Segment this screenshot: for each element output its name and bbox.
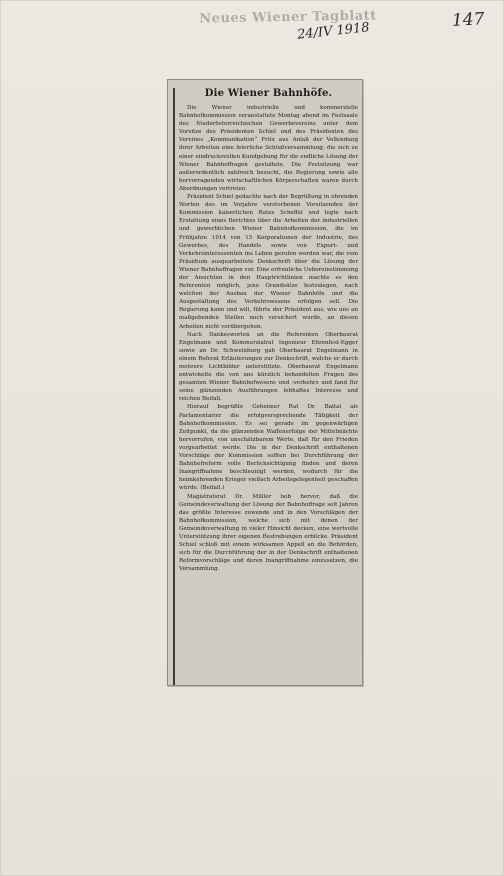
handwritten-date: 24/IV 1918: [296, 20, 371, 43]
article-paragraph: Magistratsrat Dr. Müller hob hervor, daß die Gemeindeverwaltung der Lösung der Bahnhoffrage seit Jahren das größte Interesse zuwende und in den Vorschlägen der Bahnhofkommission, welche sich mit denen der Gemeindeverwaltung in vieler Hinsicht decken, eine wertvolle Unterstützung ihrer eigenen Bestrebungen erblicke. Präsident Schiel schloß mit einem wirksamen Appell an die Behörden, sich für die Durchführung der in der Denkschrift enthaltenen Reformvorschläge und deren Inangriffnahme einzusetzen, die Versammlung.: [179, 493, 358, 573]
newspaper-name-stamp: Neues Wiener Tagblatt: [199, 8, 377, 27]
article-paragraph: Nach Dankesworten an die Referenten Oberbaurat Engelmann und Kommerzialrat Ingenieur Ehrenfest-Egger sowie an Dr. Schweinburg gab Oberbaurat Engelmann in einem Referat Erläuterungen zur Denkschrift, welche er durch mehrere Lichtbilder unterstützte. Oberbaurat Engelmann entwickelte die von uns kürzlich behandelten Fragen des gesamten Wiener Bahnhofwesens und -verkehrs und fand für seine glänzenden Ausführungen lebhaftes Interesse und reichen Beifall.: [179, 331, 358, 403]
article-paragraph: Präsident Schiel gedachte nach der Begrüßung in ehrenden Worten des im Vorjahre verstorbenen Vorsitzenden der Kommission kaiserlichen Rates Scheffel und legte nach Erstattung eines Berichtes über die Arbeiten der industriellen und gewerblichen Wiener Bahnhofkommission, die im Frühjahre 1914 von 15 Korporationen der Industrie, des Gewerbes, des Handels sowie von Export- und Verkehrsinteressenten ins Leben gerufen worden war, die vom Präsidium ausgearbeitete Denkschrift über die Lösung der Wiener Bahnhoffragen vor. Eine erfreuliche Uebereinstimmung der Ansichten in den Hauptrichtlinien machte es den Referenten möglich, jene Grundsätze festzulegen, nach welchen der Ausbau der Wiener Bahnhöfe und die Ausgestaltung des Verkehrswesens erfolgen soll. Die Regierung kann und will, führte der Präsident aus, wie uns an maßgebenden Stellen noch versichert wurde, an diesen Arbeiten nicht vorübergehen.: [179, 194, 358, 330]
article-paragraph: Die Wiener industrielle und kommerzielle Bahnhofkommission veranstaltete Montag abend im Festsaale des Niederösterreichischen Gewerbevereins unter dem Vorsitze des Präsidenten Schiel und des Präsidenten des Vereines „Kommunikation“ Fritz aus Anlaß der Vollendung ihrer Arbeiten eine feierliche Schlußversammlung, die sich zu einer eindrucksvollen Kundgebung für die endliche Lösung der Wiener Bahnhoffragen gestaltete. Die Festsitzung war außerordentlich zahlreich besucht, die Regierung sowie alle hervorragenden wirtschaftlichen Körperschaften waren durch Abordnungen vertreten.: [179, 105, 358, 192]
clipping-body: [173, 88, 358, 686]
newspaper-clipping: [167, 79, 363, 686]
handwritten-page-number: 147: [451, 9, 485, 31]
article-headline: Die Wiener Bahnhöfe.: [204, 88, 333, 99]
article-paragraph: Hierauf begrüßte Geheimer Rat Dr. Baital als Parlamentarier die erfolgversprechende Tätigkeit der Bahnhofkommission. Es sei gerade im gegenwärtigen Zeitpunkt, da die glänzenden Waffenerfolge der Mittelmächte hervorrufen, von unschätzbarem Werte, daß für den Frieden vorgearbeitet werde. Die in der Denkschrift enthaltenen Vorschläge der Kommission sollten bei Durchführung der Bahnhofreform volle Berücksichtigung finden und deren Inangriffnahme beschleunigt werden, wodurch für die heimkehrenden Krieger vielfach Arbeitsgelegenheit geschaffen würde. (Beifall.): [179, 404, 358, 492]
